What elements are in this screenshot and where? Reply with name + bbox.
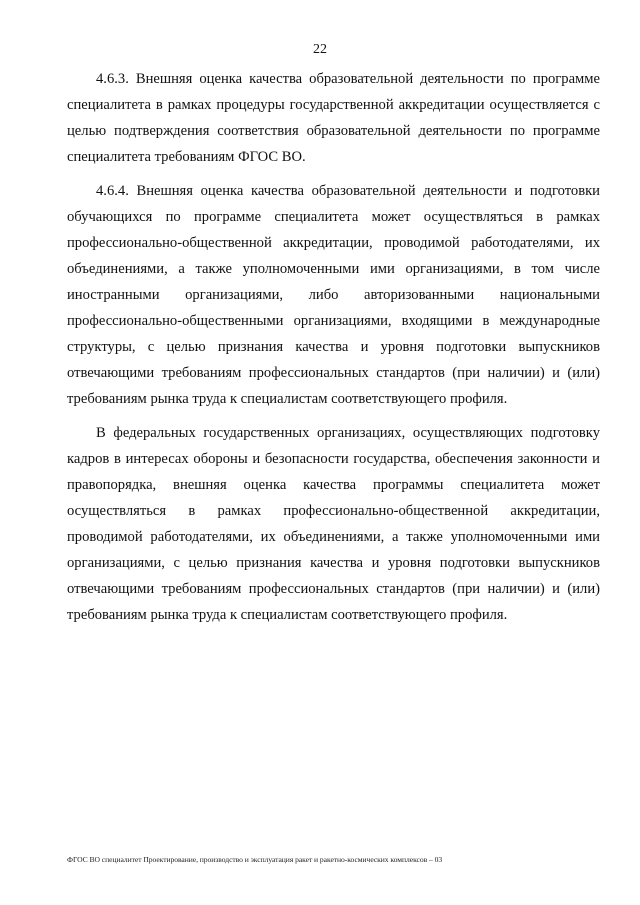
document-body [67, 66, 600, 636]
page-footer: ФГОС ВО специалитет Проектирование, производство и эксплуатация ракет и ракетно-космических комплексов – 03 [67, 855, 443, 864]
paragraph-4-6-4: 4.6.4. Внешняя оценка качества образовательной деятельности и подготовки обучающихся по программе специалитета может осуществляться в рамках профессионально-общественной аккредитации, проводимой работодателями, их объединениями, а также уполномоченными ими организациями, в том числе иностранными организациями, либо авторизованными национальными профессионально-общественными организациями, входящими в международные структуры, с целью признания качества и уровня подготовки выпускников отвечающими требованиям профессиональных стандартов (при наличии) и (или) требованиям рынка труда к специалистам соответствующего профиля. [67, 183, 600, 407]
paragraph-federal-organizations: В федеральных государственных организациях, осуществляющих подготовку кадров в интересах обороны и безопасности государства, обеспечения законности и правопорядка, внешняя оценка качества программы специалитета может осуществляться в рамках профессионально-общественной аккредитации, проводимой работодателями, их объединениями, а также уполномоченными ими организациями, с целью признания качества и уровня подготовки выпускников отвечающими требованиям профессиональных стандартов (при наличии) и (или) требованиям рынка труда к специалистам соответствующего профиля. [67, 425, 600, 623]
page-number: 22 [313, 42, 327, 57]
paragraph-4-6-3: 4.6.3. Внешняя оценка качества образовательной деятельности по программе специалитета в рамках процедуры государственной аккредитации осуществляется с целью подтверждения соответствия образовательной деятельности по программе специалитета требованиям ФГОС ВО. [67, 71, 600, 165]
